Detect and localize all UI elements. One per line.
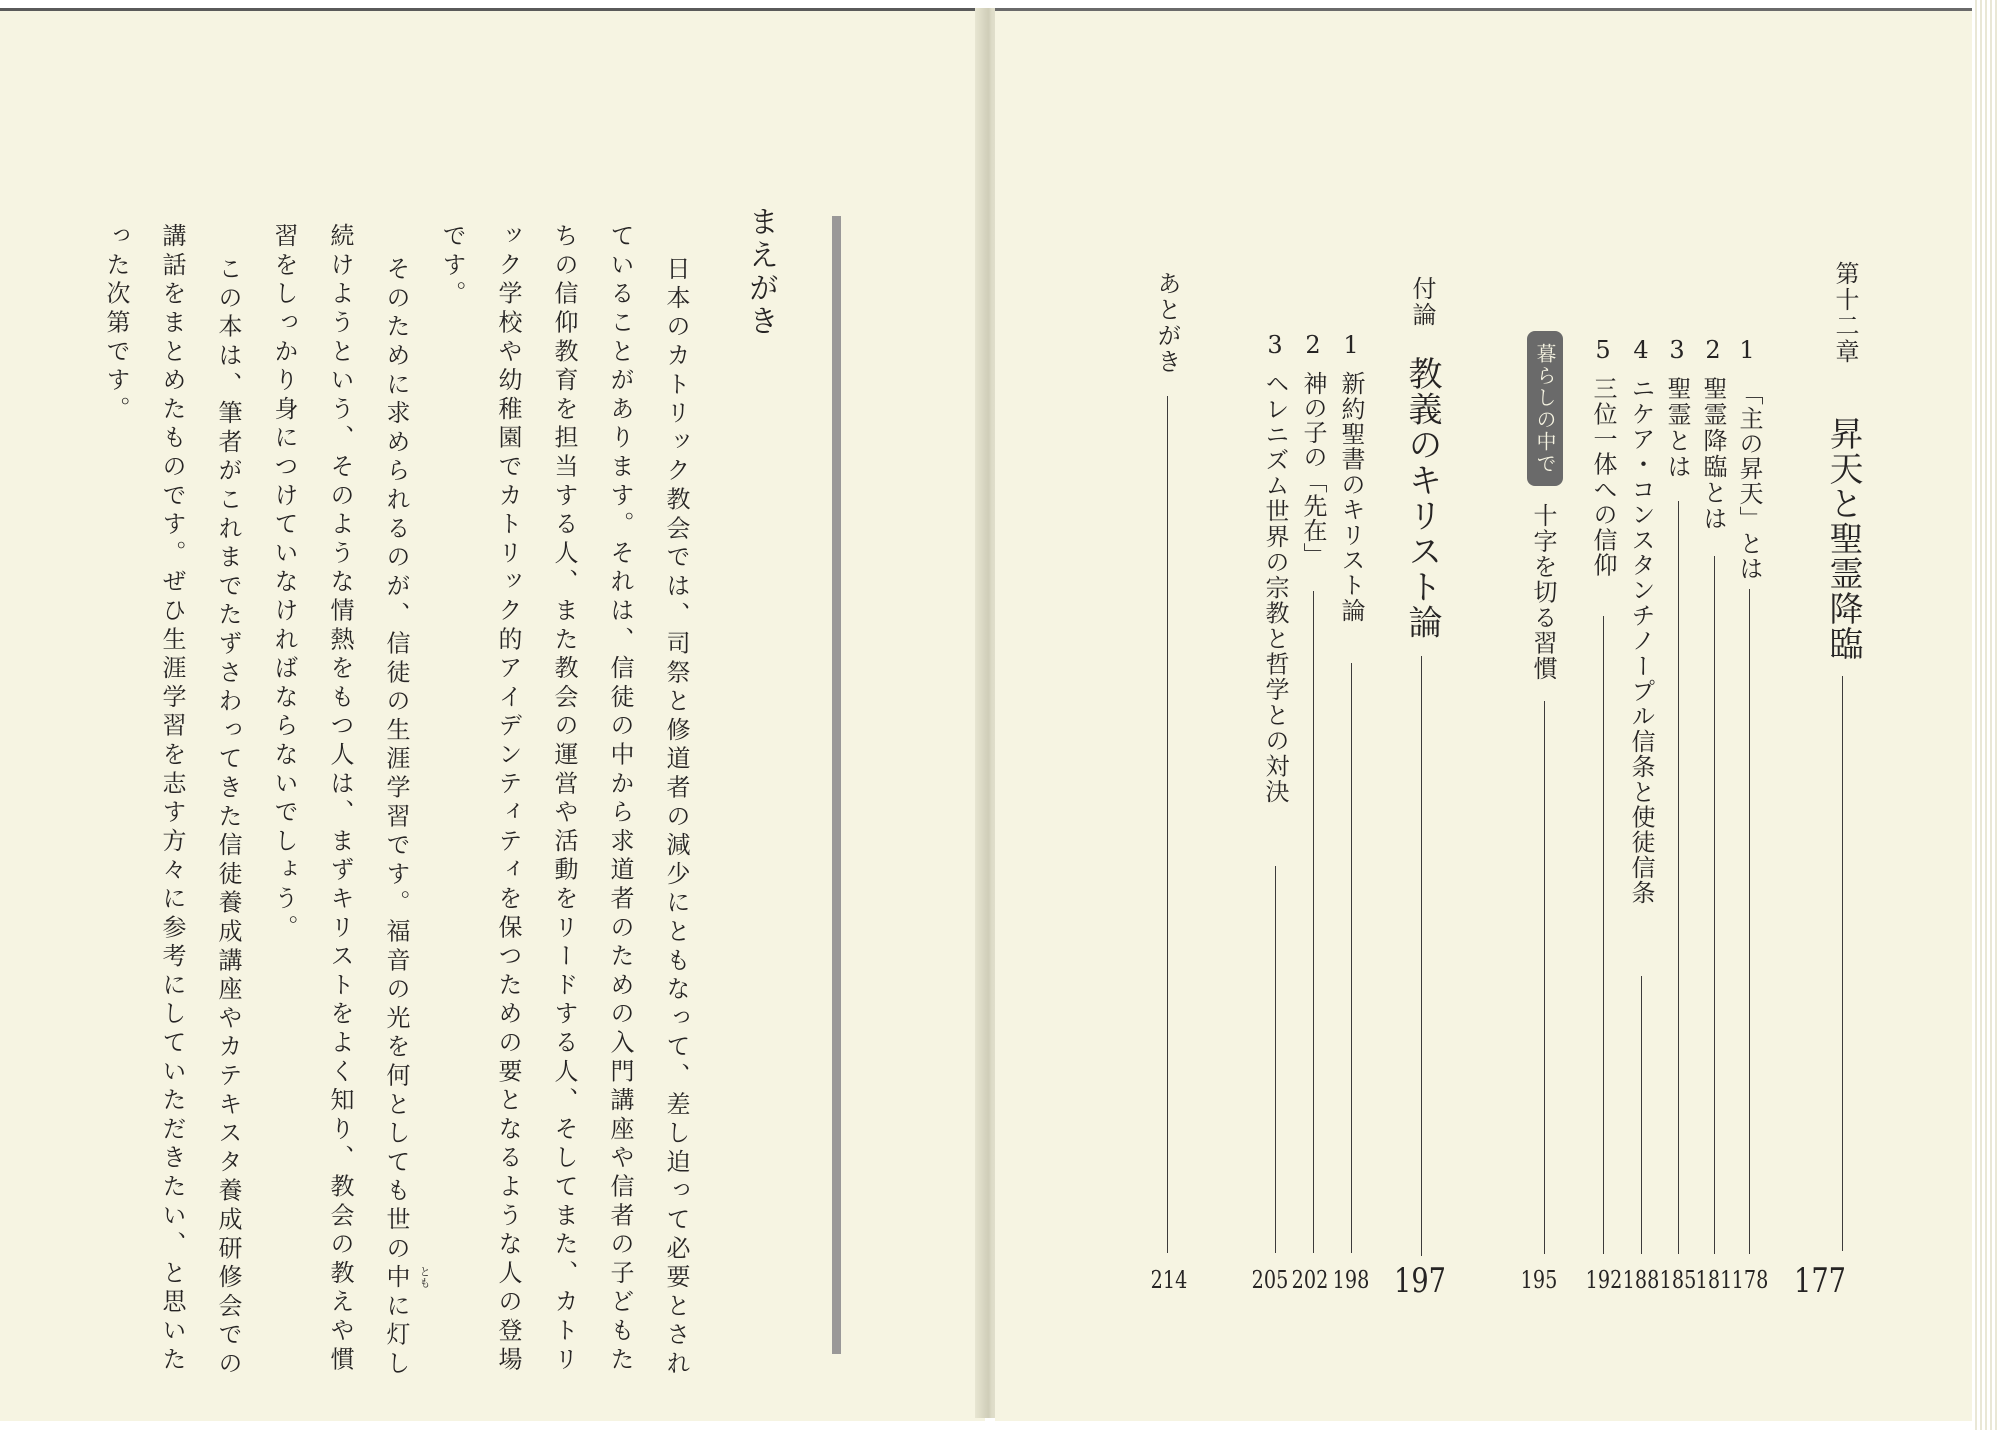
toc-leader bbox=[1714, 556, 1715, 1254]
section-title: ヘレニズム世界の宗教と哲学との対決 bbox=[1261, 371, 1289, 805]
toc-leader bbox=[1641, 976, 1642, 1254]
section-number: 1 bbox=[1337, 331, 1365, 359]
toc-leader bbox=[1678, 501, 1679, 1254]
preface-line: 講話をまとめたものです。ぜひ生涯学習を志す方々に参考にしていただきたい、と思いた bbox=[158, 223, 186, 1375]
page-number: 192 bbox=[1585, 1266, 1623, 1294]
page-number: 177 bbox=[1794, 1261, 1846, 1301]
page-number: 202 bbox=[1291, 1266, 1329, 1294]
page-number: 195 bbox=[1520, 1266, 1558, 1294]
page-number: 185 bbox=[1659, 1266, 1697, 1294]
appendix-label: 付論 bbox=[1408, 276, 1436, 328]
preface-rule bbox=[832, 216, 841, 1354]
afterword-title: あとがき bbox=[1153, 271, 1181, 375]
toc-leader bbox=[1749, 589, 1750, 1254]
preface-line: ちの信仰教育を担当する人、また教会の運営や活動をリードする人、そしてまた、カトリ bbox=[550, 223, 578, 1375]
toc-leader bbox=[1275, 866, 1276, 1253]
section-title: 神の子の「先在」 bbox=[1299, 371, 1327, 567]
column-badge: 暮らしの中で bbox=[1527, 331, 1563, 486]
preface-line: です。 bbox=[438, 223, 466, 310]
toc-leader bbox=[1351, 663, 1352, 1253]
chapter-label: 第十二章 bbox=[1831, 261, 1859, 365]
preface-line: ていることがあります。それは、信徒の中から求道者のための入門講座や信者の子どもた bbox=[606, 223, 634, 1375]
ruby-annotation: とも bbox=[418, 1266, 431, 1288]
toc-leader bbox=[1167, 396, 1168, 1253]
page-edges bbox=[1972, 0, 2000, 1430]
page-number: 197 bbox=[1394, 1261, 1446, 1301]
preface-title: まえがき bbox=[743, 206, 778, 338]
section-title: ニケア・コンスタンチノープル信条と使徒信条 bbox=[1627, 376, 1655, 906]
section-title: 新約聖書のキリスト論 bbox=[1337, 371, 1365, 623]
section-number: 3 bbox=[1663, 336, 1691, 364]
column-title: 十字を切る習慣 bbox=[1529, 503, 1557, 682]
left-page-preface bbox=[0, 8, 985, 1421]
page-number: 178 bbox=[1731, 1266, 1769, 1294]
section-number: 3 bbox=[1261, 331, 1289, 359]
section-number: 1 bbox=[1733, 336, 1761, 364]
appendix-title: 教義のキリスト論 bbox=[1402, 356, 1442, 640]
page-number: 205 bbox=[1251, 1266, 1289, 1294]
section-title: 「主の昇天」とは bbox=[1735, 381, 1763, 581]
toc-leader bbox=[1544, 701, 1545, 1254]
right-page-contents bbox=[995, 8, 1980, 1421]
section-title: 聖霊とは bbox=[1663, 376, 1691, 480]
page-number: 188 bbox=[1622, 1266, 1660, 1294]
preface-line: 続けようという、そのような情熱をもつ人は、まずキリストをよく知り、教会の教えや慣 bbox=[326, 223, 354, 1375]
toc-leader bbox=[1842, 676, 1843, 1251]
section-number: 2 bbox=[1299, 331, 1327, 359]
preface-line: そのために求められるのが、信徒の生涯学習です。福音の光を何としても世の中に灯し bbox=[382, 256, 410, 1380]
page-number: 214 bbox=[1150, 1266, 1188, 1294]
preface-line: 習をしっかり身につけていなければならないでしょう。 bbox=[270, 223, 298, 943]
chapter-title: 昇天と聖霊降臨 bbox=[1823, 416, 1863, 661]
section-title: 三位一体への信仰 bbox=[1589, 376, 1617, 578]
section-number: 4 bbox=[1627, 336, 1655, 364]
preface-line: った次第です。 bbox=[102, 223, 130, 425]
page-number: 198 bbox=[1332, 1266, 1370, 1294]
toc-leader bbox=[1421, 656, 1422, 1256]
page-number: 181 bbox=[1695, 1266, 1733, 1294]
section-number: 2 bbox=[1699, 336, 1727, 364]
section-number: 5 bbox=[1589, 336, 1617, 364]
preface-line: ック学校や幼稚園でカトリック的アイデンティティを保つための要となるような人の登場 bbox=[494, 223, 522, 1375]
section-title: 聖霊降臨とは bbox=[1699, 376, 1727, 532]
toc-leader bbox=[1313, 591, 1314, 1253]
toc-leader bbox=[1603, 616, 1604, 1254]
preface-line: 日本のカトリック教会では、司祭と修道者の減少にともなって、差し迫って必要とされ bbox=[662, 256, 690, 1380]
preface-line: この本は、筆者がこれまでたずさわってきた信徒養成講座やカテキスタ養成研修会での bbox=[214, 256, 242, 1380]
